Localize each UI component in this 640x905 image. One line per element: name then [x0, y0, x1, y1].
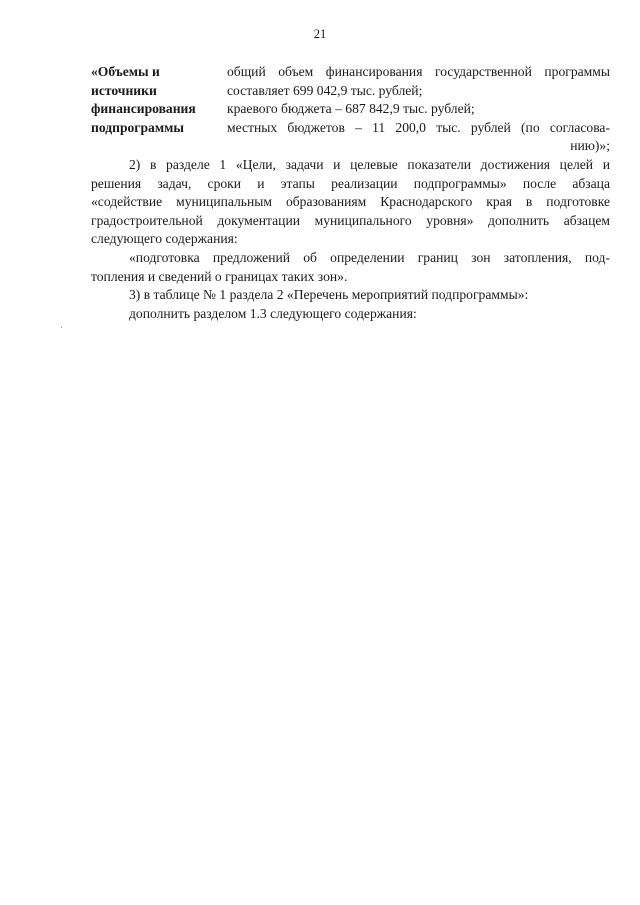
- scan-artifact: [61, 327, 62, 328]
- passport-label: [91, 63, 227, 156]
- passport-value-line: составляет 699 042,9 тыс. рублей;: [227, 82, 423, 98]
- paragraph-line: 2) в разделе 1 «Цели, задачи и целевые показатели достижения целей и: [129, 156, 610, 172]
- paragraph-line: дополнить разделом 1.3 следующего содержания:: [129, 305, 417, 321]
- paragraph-line: «подготовка предложений об определении границ зон затопления, под-: [129, 249, 610, 265]
- page-number: 21: [313, 27, 327, 41]
- amendment-quote: [91, 249, 610, 323]
- passport-label-line: «Объемы и: [91, 64, 160, 79]
- document-body: [91, 63, 610, 323]
- paragraph-line: следующего содержания:: [91, 231, 238, 247]
- passport-label-line: финансирования: [91, 101, 196, 117]
- passport-value: [227, 63, 610, 156]
- paragraph-line: топления и сведений о границах таких зон».: [91, 268, 348, 284]
- passport-label-line: подпрограммы: [91, 119, 184, 135]
- passport-value-line: общий объем финансирования государственной программы: [227, 64, 610, 79]
- passport-table-row: [91, 63, 610, 156]
- paragraph-line: градостроительной документации муниципального уровня» дополнить абзацем: [91, 212, 610, 228]
- passport-value-line: нию)»;: [570, 138, 610, 154]
- paragraph-line: «содействие муниципальным образованиям Краснодарского края в подготовке: [91, 194, 610, 210]
- amendment-item-2: [91, 156, 610, 249]
- paragraph-line: решения задач, сроки и этапы реализации подпрограммы» после абзаца: [91, 175, 610, 191]
- amendment-item-3: 3) в таблице № 1 раздела 2 «Перечень мероприятий подпрограммы»:: [129, 287, 529, 303]
- passport-value-line: местных бюджетов – 11 200,0 тыс. рублей (по согласова-: [227, 119, 610, 135]
- passport-label-line: источники: [91, 82, 157, 98]
- passport-value-line: краевого бюджета – 687 842,9 тыс. рублей;: [227, 101, 475, 117]
